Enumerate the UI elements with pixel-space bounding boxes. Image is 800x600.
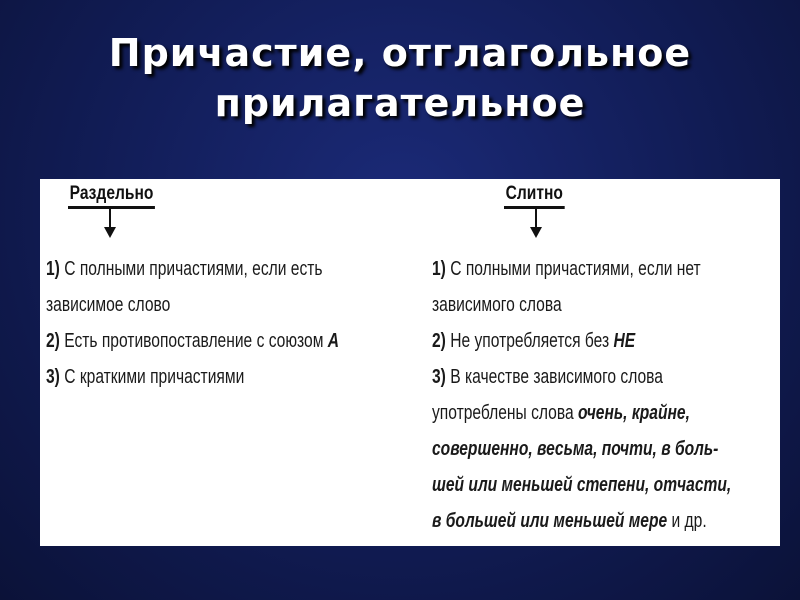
rule-text: С полными причастиями, если есть: [59, 258, 323, 280]
rule-line: [432, 251, 731, 287]
rule-line: [46, 323, 339, 359]
rule-line: [432, 503, 731, 539]
rule-emphasis: НЕ: [613, 330, 636, 352]
rule-line: [432, 323, 731, 359]
slide-title: [0, 28, 800, 128]
title-line-1: Причастие, отглагольное: [108, 31, 692, 75]
rule-line: [46, 251, 339, 287]
rule-text: зависимого слова: [432, 294, 562, 316]
together-rules: [432, 251, 731, 539]
rule-line: [432, 467, 731, 503]
separate-heading: Раздельно: [68, 183, 155, 209]
rule-tail: и др.: [667, 510, 707, 532]
rule-emphasis: шей или меньшей степени, отчасти,: [432, 474, 732, 496]
rule-line: [46, 359, 339, 395]
rule-text: зависимое слово: [46, 294, 171, 316]
rule-text: Не употребляется без: [445, 330, 614, 352]
rule-text: Есть противопоставление с союзом: [59, 330, 328, 352]
together-heading: Слитно: [504, 183, 565, 209]
rule-emphasis: А: [327, 330, 340, 352]
down-arrow-icon: [104, 209, 116, 239]
rule-number: 3): [432, 366, 446, 388]
rule-line: [432, 395, 731, 431]
rule-number: 1): [432, 258, 446, 280]
rule-line: [46, 287, 339, 323]
rule-number: 2): [46, 330, 60, 352]
title-line-2: прилагательное: [214, 81, 586, 125]
rule-number: 1): [46, 258, 60, 280]
down-arrow-icon: [530, 209, 542, 239]
rule-line: [432, 431, 731, 467]
rule-line: [432, 359, 731, 395]
rule-emphasis: очень, крайне,: [577, 402, 690, 424]
separate-rules: [46, 251, 339, 395]
rule-emphasis: совершенно, весьма, почти, в боль-: [432, 438, 719, 460]
rule-number: 2): [432, 330, 446, 352]
rule-text: употреблены слова: [432, 402, 578, 424]
rules-table: [40, 179, 780, 546]
rule-text: В качестве зависимого слова: [445, 366, 663, 388]
rule-text: С краткими причастиями: [59, 366, 245, 388]
rule-text: С полными причастиями, если нет: [445, 258, 701, 280]
rule-emphasis: в большей или меньшей мере: [432, 510, 668, 532]
rule-number: 3): [46, 366, 60, 388]
rule-line: [432, 287, 731, 323]
